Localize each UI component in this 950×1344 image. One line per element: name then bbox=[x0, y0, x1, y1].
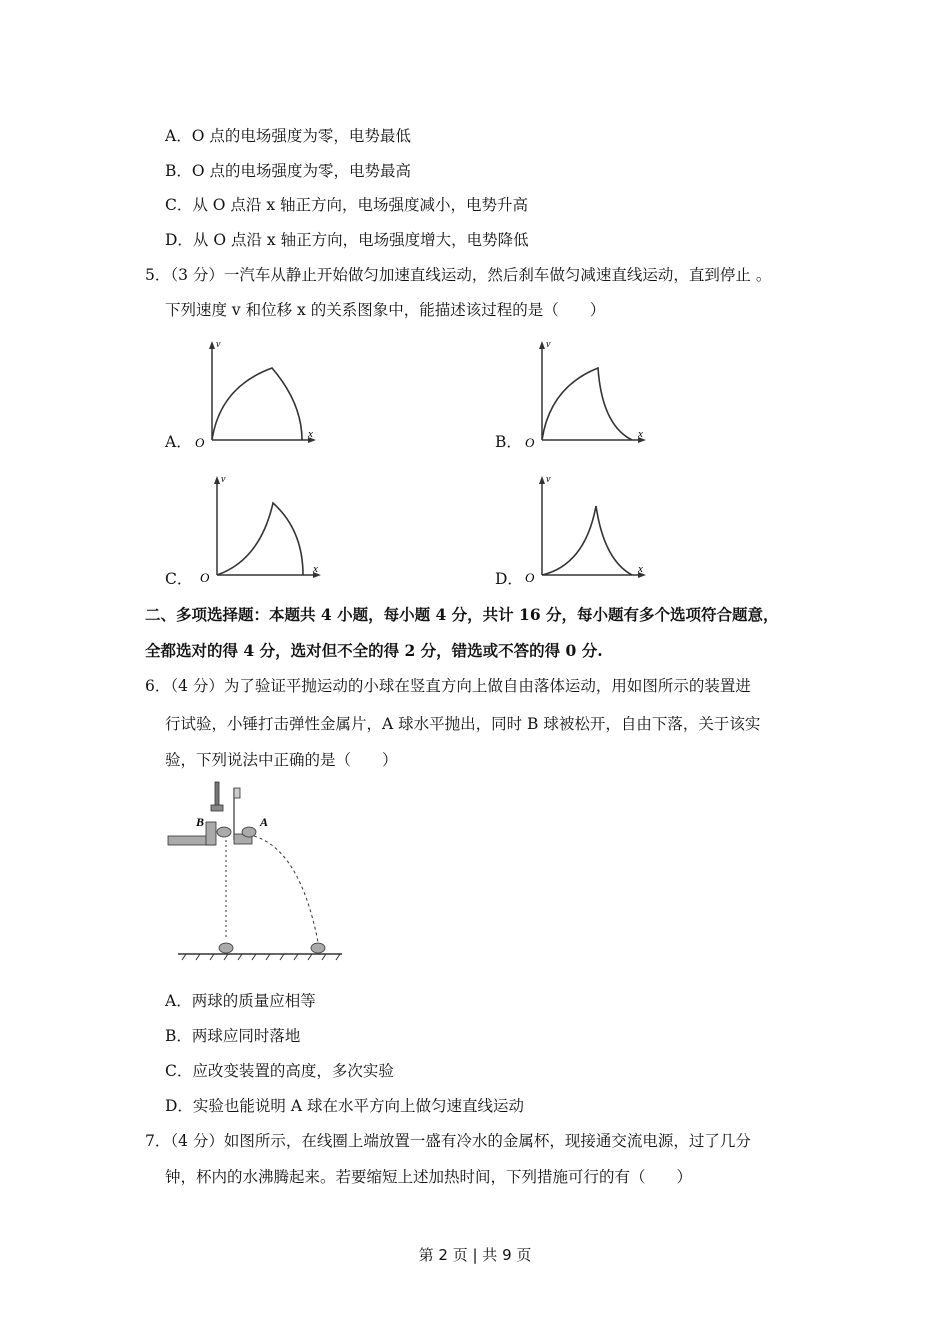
q6-apparatus-figure bbox=[160, 780, 350, 965]
v-axis-label: v bbox=[221, 474, 226, 485]
q5-stem-line1: 5．（3 分）一汽车从静止开始做匀加速直线运动，然后刹车做匀减速直线运动，直到停止 。 bbox=[145, 266, 772, 284]
q6-option-b[interactable]: B．两球应同时落地 bbox=[165, 1027, 301, 1045]
v-x-curve bbox=[542, 506, 632, 575]
q5-graph-b[interactable] bbox=[520, 335, 660, 450]
x-axis-label: x bbox=[638, 428, 643, 440]
section2-heading-line2: 全都选对的得 4 分，选对但不全的得 2 分，错选或不答的得 0 分. bbox=[145, 641, 603, 660]
ball-a bbox=[242, 827, 256, 837]
q4-option-d[interactable]: D．从 O 点沿 x 轴正方向，电场强度增大，电势降低 bbox=[165, 231, 529, 249]
q6-stem-line2: 行试验，小锤打击弹性金属片，A 球水平抛出，同时 B 球被松开，自由下落，关于该实 bbox=[165, 715, 761, 733]
q4-option-c[interactable]: C．从 O 点沿 x 轴正方向，电场强度减小，电势升高 bbox=[165, 196, 529, 214]
q5-graph-d[interactable] bbox=[520, 470, 660, 585]
q5-graph-b-label[interactable]: B． bbox=[495, 433, 522, 451]
q7-stem-line1: 7．（4 分）如图所示，在线圈上端放置一盛有冷水的金属杯，现接通交流电源，过了几分 bbox=[145, 1132, 751, 1150]
ball-b-landed bbox=[219, 943, 233, 953]
x-axis-label: x bbox=[313, 563, 318, 575]
left-post bbox=[206, 822, 216, 845]
v-arrow-icon bbox=[209, 341, 215, 349]
q5-graph-a-label[interactable]: A． bbox=[165, 433, 192, 451]
q6-option-c[interactable]: C．应改变装置的高度，多次实验 bbox=[165, 1062, 394, 1080]
x-axis-label: x bbox=[638, 563, 643, 575]
q6-stem-line1: 6．（4 分）为了验证平抛运动的小球在竖直方向上做自由落体运动，用如图所示的装置进 bbox=[145, 677, 751, 695]
ball-a-landed bbox=[311, 943, 325, 953]
hammer-head bbox=[211, 805, 223, 811]
q5-graph-c-label[interactable]: C． bbox=[165, 570, 193, 588]
page-footer: 第 2 页 | 共 9 页 bbox=[418, 1246, 532, 1264]
q4-option-a[interactable]: A．O 点的电场强度为零，电势最低 bbox=[165, 127, 411, 145]
section2-heading-line1: 二、多项选择题：本题共 4 小题，每小题 4 分，共计 16 分，每小题有多个选项符合题意， bbox=[145, 605, 779, 624]
v-axis-label: v bbox=[546, 474, 551, 485]
q7-stem-line2: 钟，杯内的水沸腾起来。若要缩短上述加热时间，下列措施可行的有（ ） bbox=[165, 1168, 693, 1186]
q6-stem-line3: 验，下列说法中正确的是（ ） bbox=[165, 751, 398, 769]
label-a: A bbox=[260, 815, 269, 829]
v-arrow-icon bbox=[214, 476, 220, 484]
origin-label: O bbox=[525, 435, 535, 450]
ground-hatching bbox=[182, 954, 340, 960]
origin-label: O bbox=[525, 570, 535, 585]
v-x-curve bbox=[542, 368, 632, 440]
q5-graph-d-label[interactable]: D． bbox=[495, 570, 523, 588]
q6-option-d[interactable]: D．实验也能说明 A 球在水平方向上做匀速直线运动 bbox=[165, 1097, 524, 1115]
v-arrow-icon bbox=[539, 476, 545, 484]
origin-label: O bbox=[200, 570, 210, 585]
hammer-handle bbox=[215, 782, 219, 808]
q5-graph-a[interactable] bbox=[190, 335, 330, 450]
v-arrow-icon bbox=[539, 341, 545, 349]
v-axis-label: v bbox=[546, 339, 551, 350]
x-axis-label: x bbox=[308, 428, 313, 440]
q5-graph-c[interactable] bbox=[195, 470, 335, 585]
v-axis-label: v bbox=[216, 339, 221, 350]
label-b: B bbox=[196, 815, 205, 829]
v-x-curve bbox=[212, 368, 302, 440]
origin-label: O bbox=[195, 435, 205, 450]
v-x-curve bbox=[217, 503, 303, 575]
q4-option-b[interactable]: B．O 点的电场强度为零，电势最高 bbox=[165, 162, 412, 180]
q5-stem-line2: 下列速度 v 和位移 x 的关系图象中，能描述该过程的是（ ） bbox=[165, 301, 606, 319]
parabolic-trajectory bbox=[254, 836, 318, 942]
ball-b bbox=[217, 827, 231, 837]
flag-icon bbox=[234, 788, 240, 798]
q6-option-a[interactable]: A．两球的质量应相等 bbox=[165, 992, 316, 1010]
